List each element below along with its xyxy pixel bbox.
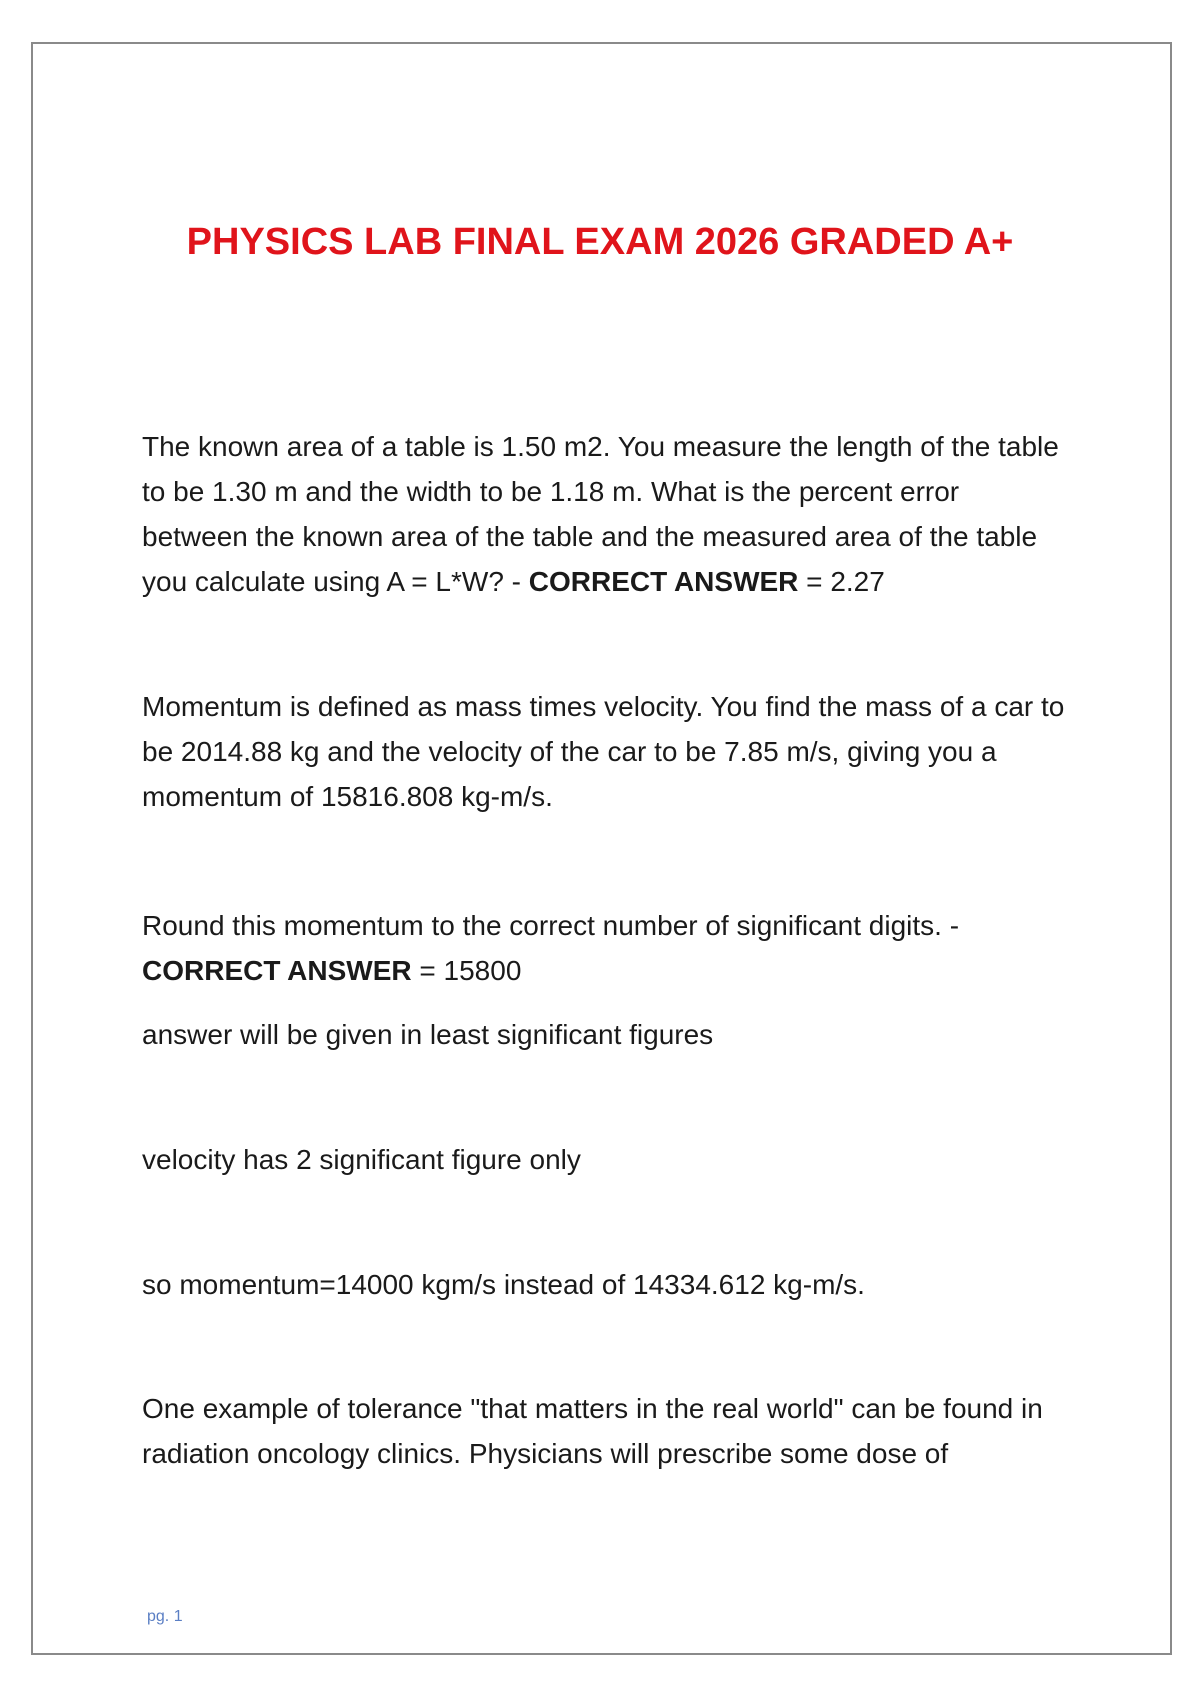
question-2 bbox=[142, 684, 1072, 819]
question-1-answer-label: CORRECT ANSWER bbox=[528, 566, 799, 597]
note-2: velocity has 2 significant figure only bbox=[142, 1144, 581, 1175]
question-1-text: The known area of a table is 1.50 m2. You measure the length of the table to be 1.30 m and the width to be 1.18 m. What is the percent error between the known area of the table and the measured area of the table you calculate using A = L*W? - bbox=[142, 431, 1059, 597]
page-number: pg. 1 bbox=[147, 1608, 183, 1625]
note-1: answer will be given in least significant figures bbox=[142, 1019, 714, 1050]
question-3-answer-value: = 15800 bbox=[411, 955, 522, 986]
question-2-text: Momentum is defined as mass times velocity. You find the mass of a car to be 2014.88 kg and the velocity of the car to be 7.85 m/s, giving you a momentum of 15816.808 kg-m/s. bbox=[142, 691, 1065, 812]
question-4-continuation: One example of tolerance "that matters in the real world" can be found in radiation oncology clinics. Physicians will prescribe some dose of bbox=[142, 1393, 1043, 1469]
question-1 bbox=[142, 424, 1072, 604]
question-1-answer-value: = 2.27 bbox=[798, 566, 885, 597]
question-3-answer-label: CORRECT ANSWER bbox=[142, 955, 412, 986]
question-3 bbox=[142, 903, 1072, 993]
note-3: so momentum=14000 kgm/s instead of 14334.612 kg-m/s. bbox=[142, 1269, 865, 1300]
document-title: PHYSICS LAB FINAL EXAM 2026 GRADED A+ bbox=[186, 221, 1014, 263]
question-3-text: Round this momentum to the correct number of significant digits. - bbox=[142, 910, 960, 941]
